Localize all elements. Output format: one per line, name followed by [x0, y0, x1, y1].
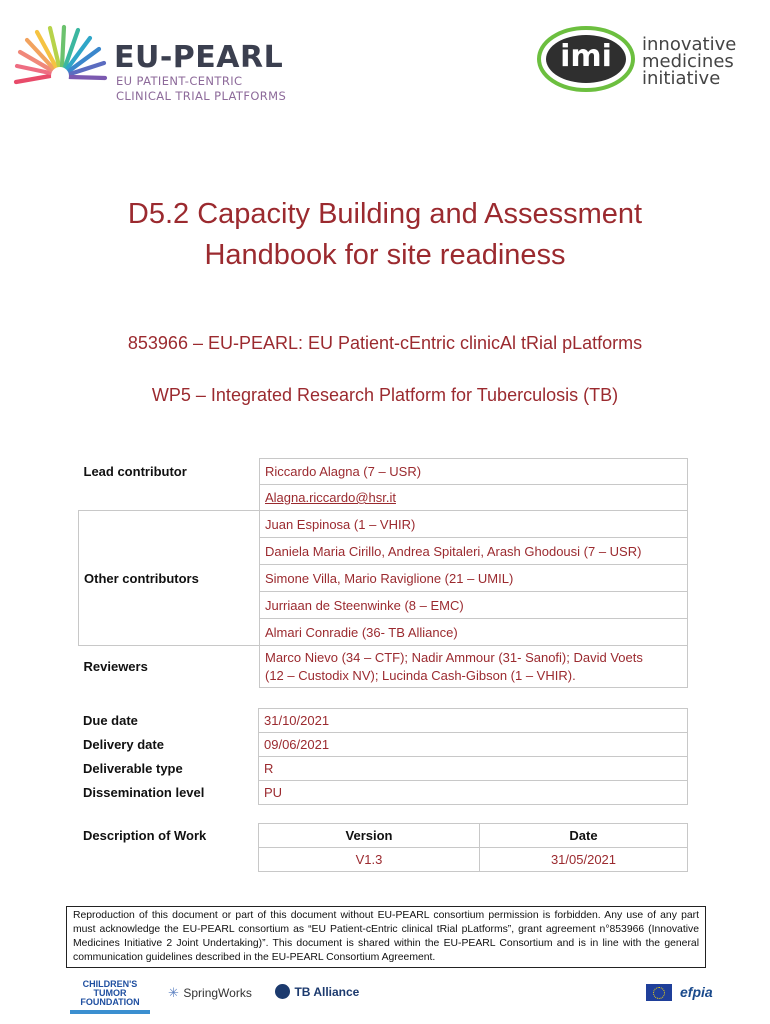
- eu-flag-icon: [646, 984, 672, 1001]
- description-of-work-table: [78, 823, 688, 872]
- project-line: 853966 – EU-PEARL: EU Patient-cEntric clinicAl tRial pLatforms: [127, 333, 643, 353]
- description-of-work-label: Description of Work: [83, 828, 207, 843]
- efpia-name: efpia: [680, 984, 713, 1000]
- document-title-line-1: D5.2 Capacity Building and Assessment: [127, 198, 643, 230]
- contributors-table: [78, 458, 688, 688]
- tb-alliance-emblem-icon: [275, 984, 290, 999]
- springworks-spark-icon: ✳: [168, 985, 179, 1000]
- table-row: [79, 459, 688, 485]
- imi-line-2: medicines: [642, 51, 734, 72]
- table-row: [79, 511, 688, 538]
- childrens-tumor-foundation-logo: [70, 980, 150, 1014]
- table-row: [79, 646, 688, 688]
- eu-flag-logo: [646, 984, 672, 1001]
- document-title-line-2: Handbook for site readiness: [204, 239, 566, 271]
- delivery-date-value: 09/06/2021: [259, 733, 688, 757]
- ctf-line-3: FOUNDATION: [80, 997, 140, 1007]
- imi-line-1: innovative: [642, 34, 737, 55]
- empty-cell: [78, 848, 259, 872]
- other-contributors-label: Other contributors: [79, 511, 260, 646]
- eu-pearl-tagline-1: EU PATIENT-CENTRIC: [116, 74, 243, 88]
- efpia-logo: [680, 984, 713, 1002]
- eu-pearl-tagline-2: CLINICAL TRIAL PLATFORMS: [116, 89, 287, 103]
- lead-contributor-label: Lead contributor: [83, 464, 187, 479]
- delivery-date-label: Delivery date: [83, 737, 164, 752]
- eu-pearl-burst-icon: [10, 14, 110, 104]
- table-row: [78, 848, 688, 872]
- deliverable-info-table: [78, 708, 688, 805]
- dissemination-level-value: PU: [259, 781, 688, 805]
- date-value: 31/05/2021: [480, 848, 688, 872]
- table-row: [78, 733, 688, 757]
- dissemination-level-label: Dissemination level: [83, 785, 205, 800]
- springworks-logo: [168, 984, 252, 1002]
- other-contributor: Jurriaan de Steenwinke (8 – EMC): [260, 592, 688, 619]
- version-value: V1.3: [259, 848, 480, 872]
- work-package-line: WP5 – Integrated Research Platform for Tuberculosis (TB): [151, 385, 619, 405]
- eu-pearl-name: EU-PEARL: [114, 40, 284, 75]
- deliverable-type-value: R: [259, 757, 688, 781]
- ctf-line-2: TUMOR: [93, 988, 127, 998]
- other-contributor: Almari Conradie (36- TB Alliance): [260, 619, 688, 646]
- version-header: Version: [259, 824, 480, 848]
- reviewers-label: Reviewers: [83, 659, 148, 675]
- lead-contributor-email-link[interactable]: Alagna.riccardo@hsr.it: [265, 490, 396, 505]
- table-row: [78, 824, 688, 848]
- imi-logo: [536, 24, 736, 94]
- table-row: [78, 709, 688, 733]
- table-row: [79, 485, 688, 511]
- other-contributor: Simone Villa, Mario Raviglione (21 – UMIL): [260, 565, 688, 592]
- eu-pearl-logo: [10, 14, 300, 104]
- table-row: [78, 757, 688, 781]
- other-contributor: Juan Espinosa (1 – VHIR): [260, 511, 688, 538]
- date-header: Date: [480, 824, 688, 848]
- empty-cell: [79, 485, 260, 511]
- due-date-value: 31/10/2021: [259, 709, 688, 733]
- springworks-name: SpringWorks: [183, 986, 252, 1000]
- reproduction-notice: Reproduction of this document or part of this document without EU-PEARL consortium permission is forbidden. Any use of any part must acknowledge the EU-PEARL consortium as “EU Patient-cEntric clinical tRial pLatforms”, grant agreement n°853966 (Innovative Medicines Initiative 2 Joint Undertaking)”. This document is shared within the EU-PEARL Consortium and is in line with the general communication guidelines described in the EU-PEARL Consortium Agreement.: [66, 906, 706, 968]
- imi-line-3: initiative: [642, 68, 721, 89]
- other-contributor: Daniela Maria Cirillo, Andrea Spitaleri, Arash Ghodousi (7 – USR): [260, 538, 688, 565]
- tb-alliance-logo: [275, 983, 359, 1001]
- imi-abbr: imi: [560, 39, 612, 74]
- due-date-label: Due date: [83, 713, 138, 728]
- table-row: [78, 781, 688, 805]
- reviewers-line-2: (12 – Custodix NV); Lucinda Cash-Gibson (1 – VHIR).: [265, 667, 576, 683]
- deliverable-type-label: Deliverable type: [83, 761, 183, 776]
- tb-alliance-name: TB Alliance: [294, 984, 360, 999]
- ctf-line-1: CHILDREN'S: [82, 979, 138, 989]
- lead-contributor-name: Riccardo Alagna (7 – USR): [260, 459, 688, 485]
- reviewers-line-1: Marco Nievo (34 – CTF); Nadir Ammour (31- Sanofi); David Voets: [265, 649, 643, 665]
